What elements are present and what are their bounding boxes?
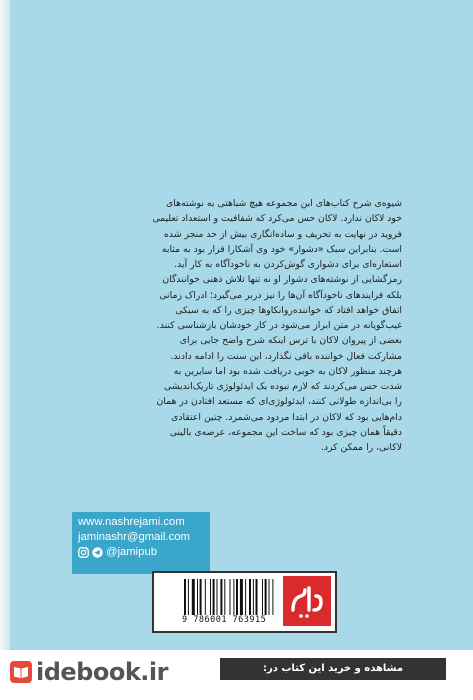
paragraph-line: خود لاکان ندارد. لاکان حس می‌کرد که شفافیت و استعداد تعلیمی <box>152 213 402 225</box>
paragraph-line: هرچند منظور لاکان به خوبی دریافت شده بود اما سایرین به <box>173 365 402 377</box>
barcode-bar <box>217 579 218 615</box>
paragraph-line: بلکه فرایندهای ناخودآگاه آن‌ها را نیز دربر می‌گیرد؛ ادراک زمانی <box>159 289 402 301</box>
book-icon <box>10 661 32 683</box>
paragraph-line: رمزگشایی از نوشته‌های دشوار او نه تنها تلاش ذهنی خوانندگان <box>162 274 402 286</box>
back-cover-paragraph <box>72 196 402 455</box>
paragraph-line: شیوه‌ی شرح کتاب‌های این مجموعه هیچ شباهتی به نوشته‌های <box>165 198 402 209</box>
watermark-logo <box>10 658 168 686</box>
paragraph-line: اتفاق خواهد افتاد که خواننده‌روانکاوها چیزی را که به سبکی <box>175 304 402 316</box>
barcode-bar <box>213 579 215 615</box>
watermark-brand: idebook.ir <box>36 658 168 686</box>
page-edge <box>0 0 10 700</box>
barcode-bar <box>249 579 251 615</box>
telegram-icon <box>92 547 103 558</box>
social-handle[interactable]: @jamipub <box>106 546 158 558</box>
publisher-logo <box>283 576 331 626</box>
barcode-bar <box>269 579 270 615</box>
barcode-bar <box>184 579 186 615</box>
paragraph-line: استعاره‌ای برای دشواری گوش‌کردن به ناخودآگاه به کار آید. <box>174 259 402 270</box>
watermark-tagline: مشاهده و خرید این کتاب در: <box>220 658 446 680</box>
barcode-bar <box>240 579 243 615</box>
website-link[interactable]: www.nashrejami.com <box>78 516 185 528</box>
barcode-bar <box>188 579 189 615</box>
paragraph-line: غیب‌گویانه در متن ابراز می‌شود در کار خودشان بازشناسی کنند. <box>156 320 402 331</box>
barcode-bar <box>230 579 231 615</box>
barcode-bar <box>265 579 267 615</box>
barcode-bar <box>210 579 211 615</box>
barcode-bar <box>236 579 238 615</box>
barcode-bar <box>245 579 246 615</box>
barcode-bar <box>192 579 195 615</box>
publisher-contact-box <box>72 512 210 574</box>
barcode-bar <box>262 579 263 615</box>
barcode-bar <box>233 579 234 615</box>
paragraph-line: دقیقاً همان چیزی بود که ساخت این مجموعه، عرصه‌ی بالینی <box>169 426 402 438</box>
paragraph-line: لاکانی، را ممکن کرد. <box>320 442 402 453</box>
paragraph-line: دام‌هایی بود که لاکان در ابتدا مردود می‌شمرد. چنین اعتقادی <box>171 411 402 423</box>
barcode-bar <box>200 579 202 615</box>
paragraph-line: بعضی از پیروان لاکان با ترس اینکه شرح واضح جایی برای <box>179 335 402 347</box>
barcode-bar <box>256 579 258 615</box>
social-line <box>72 545 210 560</box>
paragraph-line: مشارکت فعال خواننده باقی نگذارد، این سنت را ادامه دادند. <box>170 350 402 362</box>
paragraph-line: شدت حس می‌کردند که لازم نبوده یک ایدئولوژی تاریک‌اندیشی <box>164 381 402 392</box>
isbn-number: 9 786001 763915 <box>182 615 267 625</box>
barcode-bar <box>205 579 206 615</box>
email-link[interactable]: jaminashr@gmail.com <box>78 531 190 543</box>
barcode-bar <box>272 579 273 615</box>
instagram-icon <box>78 547 89 558</box>
barcode-bar <box>220 579 222 615</box>
paragraph-line: است. بنابراین سبک «دشوار» خود وی آشکارا قرار بود به مثابه <box>161 243 402 255</box>
paragraph-line: فروید در نهایت به تحریف و ساده‌انگاری بیش از حد منجر شده <box>163 228 402 240</box>
barcode-bar <box>197 579 198 615</box>
paragraph-line: را بی‌اندازه طولانی کنند، ایدئولوژی‌ای که مستعد افتادن در همان <box>156 396 402 408</box>
barcode-bar <box>224 579 225 615</box>
barcode-bar <box>253 579 254 615</box>
